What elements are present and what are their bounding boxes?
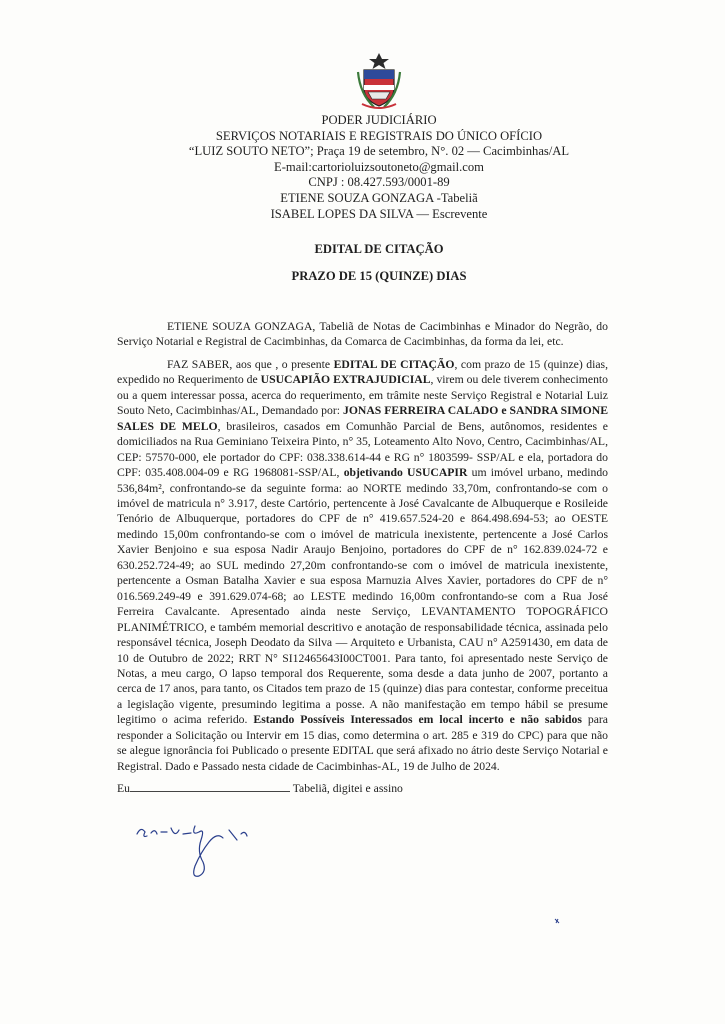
document-title: EDITAL DE CITAÇÃO (314, 242, 444, 256)
document-subtitle: PRAZO DE 15 (QUINZE) DIAS (291, 269, 467, 283)
closing-suffix: Tabeliã, digitei e assino (292, 782, 403, 796)
text-run: , virem ou dele tiverem conhecimento ou a quem interessar possa, acerca do requerimento, em trâmite neste Serviço Registral e Notarial Luiz Souto Neto, Cacimbinhas/AL, Demandado por: (117, 373, 609, 418)
intro-paragraph: ETIENE SOUZA GONZAGA, Tabeliã de Notas de Cacimbinhas e Minador do Negrão, do Serviço Notarial e Registral de Cacimbinhas, da Comarca de Cacimbinhas, da forma da lei, etc. (117, 320, 608, 349)
header-line-address: “LUIZ SOUTO NETO”; Praça 19 de setembro, N°. 02 — Cacimbinhas/AL (188, 144, 570, 159)
bold-run: Estando Possíveis Interessados em local incerto e não sabidos (253, 713, 582, 727)
document-body (117, 319, 608, 797)
closing-eu: Eu (117, 782, 130, 796)
scan-speck (554, 918, 560, 924)
notary-header (150, 113, 608, 222)
signature-line (130, 781, 290, 792)
coat-of-arms-icon (356, 52, 402, 110)
header-line-services: SERVIÇOS NOTARIAIS E REGISTRAIS DO ÚNICO OFÍCIO (215, 128, 543, 143)
bold-run: EDITAL DE CITAÇÃO (333, 357, 455, 371)
text-run: , brasileiros, casados em Comunhão Parcial de Bens, autônomos, residentes e domiciliados na Rua Geminiano Teixeira Pinto, n° 35, Loteamento Alto Novo, Centro, Cacimbinhas/AL, CEP: 57570-000, ele portador do CPF: 038.338.614-44 e RG n° 1803599- SSP/AL e ela, portadora do CPF: 035.408.004-09 e RG 1968081-SSP/AL, (117, 419, 608, 480)
bold-run: JONAS FERREIRA CALADO e SANDRA SIMONE SALES DE MELO (117, 404, 608, 433)
header-line-cnpj: CNPJ : 08.427.593/0001-89 (308, 175, 450, 190)
bold-run: USUCAPIÃO EXTRAJUDICIAL (260, 373, 431, 387)
header-line-tabelia: ETIENE SOUZA GONZAGA -Tabeliã (280, 190, 478, 205)
header-line-judiciary: PODER JUDICIÁRIO (321, 113, 437, 127)
header-line-escrevente: ISABEL LOPES DA SILVA — Escrevente (270, 206, 488, 221)
text-run: FAZ SABER, aos que , o presente (167, 357, 334, 371)
header-line-email: E-mail:cartorioluizsoutoneto@gmail.com (274, 159, 484, 174)
text-run: um imóvel urbano, medindo 536,84m², confrontando-se da seguinte forma: ao NORTE medindo 33,70m, confrontando-se com o imóvel de matricula n° 3.917, deste Cartório, pertencente à José Cavalcante de Albuquerque e Rosileide Tenório de Albuquerque, portadores do CPF de n° 419.657.524-20 e 864.498.694-53; ao OESTE medindo 15,00m confrontando-se com o imóvel de matricula inexistente, pertencente a José Carlos Xavier Benjoino e sua esposa Nadir Araujo Benjoino, portadores do CPF de n° 162.839.024-72 e 630.252.724-49; ao SUL medindo 27,20m confrontando-se com o imóvel de matricula inexistente, pertencente a Osman Batalha Xavier e sua esposa Marnuzia Alves Xavier, portadores do CPF de n° 016.569.249-49 e 391.629.074-68; ao LESTE medindo 16,00m confrontando-se com a Rua José Ferreira Cavalcante. Apresentado ainda neste Serviço, LEVANTAMENTO TOPOGRÁFICO PLANIMÉTRICO, e também memorial descritivo e anotação de responsabilidade técnica, assinada pelo responsável técnica, Joseph Deodato da Silva — Arquiteto e Urbanista, CAU n° A2591430, em data de 10 de Outubro de 2022; RRT N° SI12465643I00CT001. Para tanto, foi apresentado neste Serviço de Notas, a meu cargo, O lapso temporal dos Requerente, soma desde a data junho de 2007, portanto a cerca de 17 anos, para tanto, os Citados tem prazo de 15 (quinze) dias para contestar, conforme preceitua a legislação vigente, presumindo legitima a posse. A não manifestação em tempo hábil se presume legitimo o acima referido. (117, 466, 609, 727)
bold-run: objetivando USUCAPIR (343, 466, 468, 480)
handwritten-signature (133, 822, 283, 880)
main-paragraph (117, 357, 608, 774)
closing-line (117, 781, 608, 796)
text-run: para responder a Solicitação ou Intervir em 15 dias, como determina o art. 285 e 319 do CPC) para que não se alegue ignorância foi Publicado o presente EDITAL que será afixado no átrio deste Serviço Notarial e Registral. Dado e Passado nesta cidade de Cacimbinhas-AL, 19 de Julho de 2024. (117, 713, 608, 773)
text-run: , com prazo de 15 (quinze) dias, expedido no Requerimento de (117, 357, 608, 387)
